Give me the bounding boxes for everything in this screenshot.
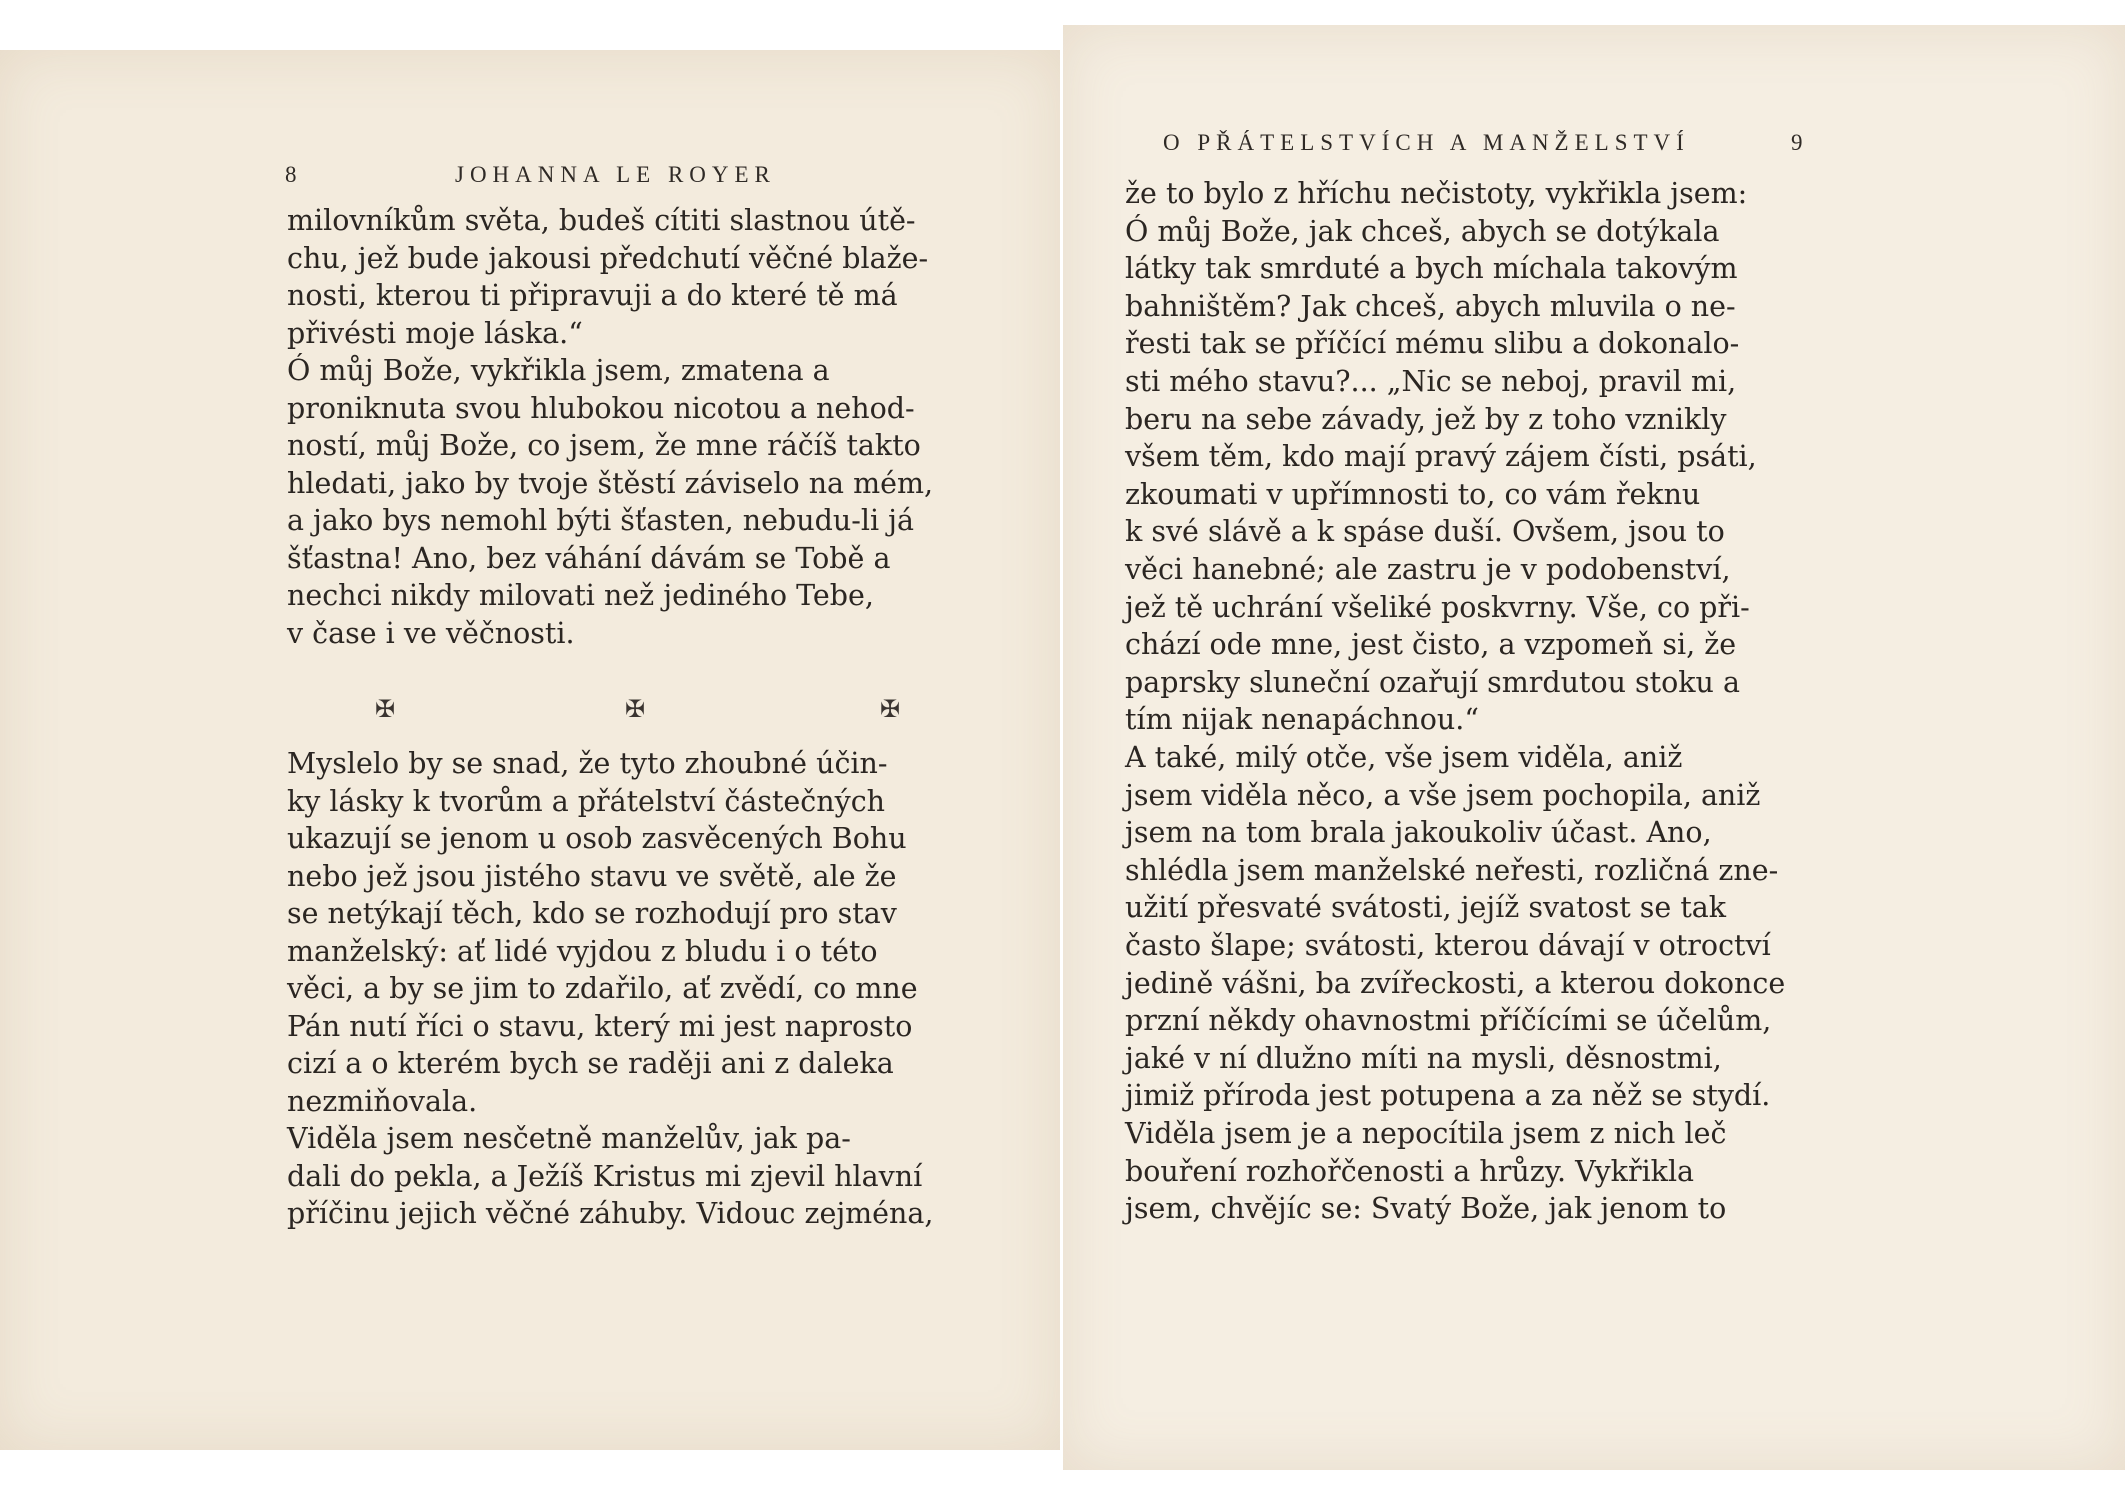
text-line: chu, jež bude jakousi předchutí věčné blaže- [287,241,929,275]
cross-ornament-icon: ✠ [375,695,396,723]
text-line: cizí a o kterém bych se raději ani z daleka [287,1047,894,1080]
text-line: přivésti moje láska.“ [287,316,583,350]
right-page [1063,25,2125,1470]
text-line: milovníkům světa, budeš cítiti slastnou útě- [287,204,916,237]
text-line: sti mého stavu?... „Nic se neboj, pravil mi, [1125,365,1737,398]
text-line: ky lásky k tvorům a přátelství částečných [287,784,886,818]
text-line: ukazují se jenom u osob zasvěcených Bohu [287,822,907,855]
text-line: nebo jež jsou jistého stavu ve světě, ale že [287,859,897,893]
text-line: tím nijak nenapáchnou.“ [1125,703,1479,737]
text-line: všem těm, kdo mají pravý zájem čísti, psáti, [1125,440,1757,474]
text-line: beru na sebe závady, jež by z toho vznikly [1125,402,1727,436]
text-line: manželský: ať lidé vyjdou z bludu i o této [287,934,878,968]
right-running-head: O PŘÁTELSTVÍCH A MANŽELSTVÍ [1163,130,1690,155]
right-page-number: 9 [1791,130,1803,155]
text-line: jsem na tom brala jakoukoliv účast. Ano, [1125,816,1712,850]
text-line: ností, můj Bože, co jsem, že mne ráčíš takto [287,429,921,462]
text-line: nechci nikdy milovati než jediného Tebe, [287,579,874,612]
left-page-number: 8 [285,162,297,187]
text-line: zkoumati v upřímnosti to, co vám řeknu [1125,477,1701,511]
text-line: jsem viděla něco, a vše jsem pochopila, aniž [1125,778,1761,812]
left-running-head: JOHANNA LE ROYER [455,162,776,187]
text-line: nosti, kterou ti připravuji a do které tě má [287,279,898,312]
text-line: paprsky sluneční ozařují smrdutou stoku a [1125,665,1740,699]
text-line: Viděla jsem je a nepocítila jsem z nich leč [1125,1117,1727,1150]
text-line: Ó můj Bože, jak chceš, abych se dotýkala [1125,214,1720,248]
text-line: jimiž příroda jest potupena a za něž se stydí. [1125,1079,1771,1113]
text-line: hledati, jako by tvoje štěstí záviselo na mém, [287,466,934,500]
text-line: jedině vášni, ba zvířeckosti, a kterou dokonce [1125,966,1786,1000]
text-line: bahništěm? Jak chceš, abych mluvila o ne- [1125,289,1736,323]
cross-ornament-icon: ✠ [625,695,646,723]
text-line: věci hanebné; ale zastru je v podobenství, [1125,553,1731,586]
text-line: jsem, chvějíc se: Svatý Bože, jak jenom to [1125,1192,1727,1226]
text-line: látky tak smrduté a bych míchala takovým [1125,252,1738,286]
text-line: dali do pekla, a Ježíš Kristus mi zjevil hlavní [287,1159,923,1193]
text-line: šťastna! Ano, bez váhání dávám se Tobě a [287,541,891,575]
text-line: chází ode mne, jest čisto, a vzpomeň si, že [1125,628,1737,662]
text-line: jaké v ní dlužno míti na mysli, děsnostmi, [1125,1041,1722,1075]
text-line: se netýkají těch, kdo se rozhodují pro stav [287,897,897,930]
text-line: bouření rozhořčenosti a hrůzy. Vykřikla [1125,1154,1695,1188]
text-line: příčinu jejich věčné záhuby. Vidouc zejména, [287,1197,934,1230]
text-line: řesti tak se příčící mému slibu a dokonalo- [1125,327,1740,361]
cross-ornament-icon: ✠ [880,695,901,723]
text-line: nezmiňovala. [287,1084,478,1118]
text-line: jež tě uchrání všeliké poskvrny. Vše, co při- [1125,590,1750,624]
text-line: przní někdy ohavnostmi příčícími se účelům, [1125,1004,1772,1038]
text-line: že to bylo z hříchu nečistoty, vykřikla jsem: [1125,177,1748,210]
text-line: k své slávě a k spáse duší. Ovšem, jsou to [1125,515,1725,549]
text-line: užití přesvaté svátosti, jejíž svatost se tak [1125,891,1727,925]
text-line: často šlape; svátosti, kterou dávají v otroctví [1125,929,1771,962]
text-line: Viděla jsem nesčetně manželův, jak pa- [287,1122,851,1155]
text-line: A také, milý otče, vše jsem viděla, aniž [1125,741,1683,774]
left-page [0,50,1060,1450]
text-line: Ó můj Bože, vykřikla jsem, zmatena a [287,354,830,387]
text-line: v čase i ve věčnosti. [287,616,575,650]
text-line: a jako bys nemohl býti šťasten, nebudu-li já [287,504,914,537]
text-line: Pán nutí říci o stavu, který mi jest naprosto [287,1009,913,1043]
text-line: Myslelo by se snad, že tyto zhoubné účin- [287,747,888,780]
text-line: shlédla jsem manželské neřesti, rozličná zne- [1125,853,1779,887]
text-line: proniknuta svou hlubokou nicotou a nehod- [287,391,915,425]
text-line: věci, a by se jim to zdařilo, ať zvědí, co mne [287,972,918,1005]
